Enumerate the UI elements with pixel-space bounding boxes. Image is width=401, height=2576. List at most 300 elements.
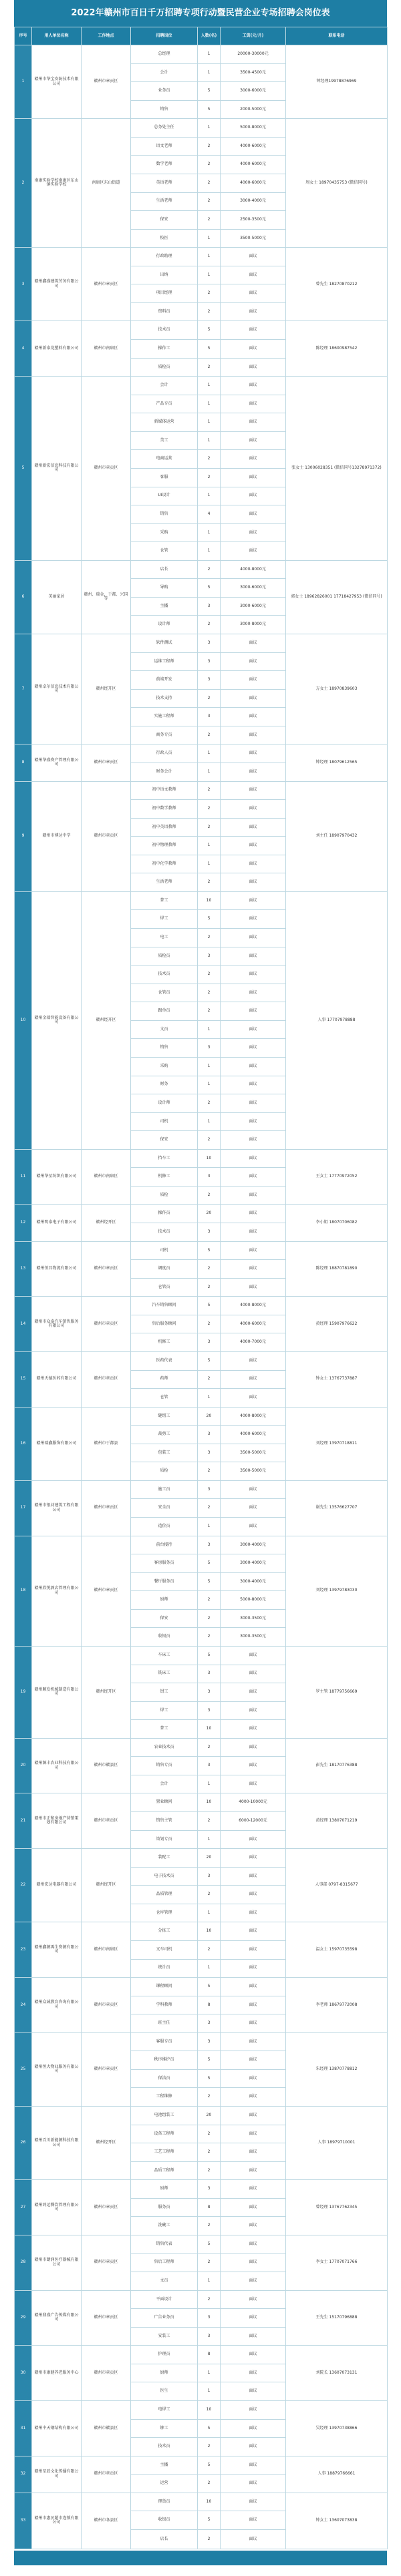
job-title: 技术员 xyxy=(131,1223,198,1242)
work-location: 赣州市章贡区 xyxy=(82,781,131,891)
salary: 面议 xyxy=(221,855,286,873)
job-title: 运维工程师 xyxy=(131,652,198,671)
salary: 3000-4000元 xyxy=(221,192,286,211)
job-title: 电焊工 xyxy=(131,2401,198,2420)
contact-phone: 方女士 18970839603 xyxy=(286,634,388,744)
salary: 面议 xyxy=(221,2217,286,2235)
job-row xyxy=(15,1407,388,1426)
company-number: 15 xyxy=(15,1351,32,1407)
work-location: 赣州市南康区 xyxy=(82,321,131,377)
salary: 面议 xyxy=(221,248,286,266)
job-title: 挡车工 xyxy=(131,1149,198,1168)
headcount: 1 xyxy=(198,2272,221,2291)
job-title: 电工 xyxy=(131,929,198,947)
job-title: 质检 xyxy=(131,1462,198,1481)
job-title: 工艺工程师 xyxy=(131,2143,198,2162)
job-title: 平面设计 xyxy=(131,2290,198,2309)
salary: 面议 xyxy=(221,2346,286,2364)
job-title: 药师 xyxy=(131,1370,198,1389)
salary: 面议 xyxy=(221,1480,286,1499)
job-title: 操作员 xyxy=(131,1205,198,1223)
job-title: 出纳 xyxy=(131,266,198,284)
salary: 4000-8000元 xyxy=(221,1407,286,1426)
company-number: 25 xyxy=(15,2032,32,2106)
salary: 面议 xyxy=(221,2327,286,2346)
headcount: 2 xyxy=(198,284,221,303)
headcount: 1 xyxy=(198,1057,221,1076)
headcount: 5 xyxy=(198,340,221,359)
headcount: 1 xyxy=(198,542,221,561)
headcount: 3 xyxy=(198,634,221,653)
job-title: 店长 xyxy=(131,560,198,579)
headcount: 5 xyxy=(198,1351,221,1370)
company-name: 赣州卓尔信息技术有限公司 xyxy=(32,634,82,744)
job-title: 初中英语教师 xyxy=(131,818,198,837)
job-title: 质检 xyxy=(131,1186,198,1205)
job-title: 护理员 xyxy=(131,2346,198,2364)
salary: 面议 xyxy=(221,634,286,653)
job-row xyxy=(15,1351,388,1370)
job-title: 厨师 xyxy=(131,2180,198,2199)
job-row xyxy=(15,2290,388,2309)
headcount: 3 xyxy=(198,708,221,726)
company-name: 赣州宏达电器有限公司 xyxy=(32,1849,82,1922)
work-location: 赣州市章贡区 xyxy=(82,1351,131,1407)
headcount: 1 xyxy=(198,431,221,450)
salary: 面议 xyxy=(221,2364,286,2382)
headcount: 3 xyxy=(198,597,221,616)
headcount: 1 xyxy=(198,763,221,781)
headcount: 5 xyxy=(198,579,221,598)
job-row xyxy=(15,45,388,64)
headcount: 1 xyxy=(198,248,221,266)
salary: 面议 xyxy=(221,2088,286,2107)
salary: 5000-8000元 xyxy=(221,1591,286,1610)
job-title: 店长 xyxy=(131,2529,198,2549)
headcount: 1 xyxy=(198,45,221,64)
job-row xyxy=(15,1849,388,1868)
work-location: 赣州经开区 xyxy=(82,1646,131,1738)
work-location: 赣州经开区 xyxy=(82,1849,131,1922)
job-title: 品质管理 xyxy=(131,1886,198,1904)
salary: 面议 xyxy=(221,2125,286,2143)
salary: 面议 xyxy=(221,689,286,708)
job-title: 统计员 xyxy=(131,1959,198,1978)
salary: 面议 xyxy=(221,2493,286,2511)
job-title: 司机 xyxy=(131,1241,198,1260)
contact-phone: 李老师 18679772008 xyxy=(286,1978,388,2033)
salary: 4000-10000元 xyxy=(221,1793,286,1812)
job-title: 班主任 xyxy=(131,2014,198,2033)
salary: 4000-6000元 xyxy=(221,1426,286,1444)
company-number: 5 xyxy=(15,377,32,561)
job-title: 医药代表 xyxy=(131,1351,198,1370)
job-title: 生活老师 xyxy=(131,192,198,211)
salary: 面议 xyxy=(221,2107,286,2125)
salary: 面议 xyxy=(221,1057,286,1076)
headcount: 3 xyxy=(198,1867,221,1886)
salary: 面议 xyxy=(221,910,286,929)
salary: 4000-8000元 xyxy=(221,560,286,579)
job-title: 文员 xyxy=(131,1020,198,1039)
headcount: 20 xyxy=(198,1407,221,1426)
salary: 面议 xyxy=(221,284,286,303)
headcount: 2 xyxy=(198,2088,221,2107)
salary: 4000-6000元 xyxy=(221,1315,286,1333)
salary: 面议 xyxy=(221,1978,286,1996)
headcount: 3 xyxy=(198,1701,221,1720)
salary: 面议 xyxy=(221,358,286,377)
contact-phone: 朱经理 13870778812 xyxy=(286,2032,388,2106)
job-title: 前端开发 xyxy=(131,671,198,690)
headcount: 2 xyxy=(198,2290,221,2309)
headcount: 3 xyxy=(198,1757,221,1775)
salary: 面议 xyxy=(221,2272,286,2291)
company-number: 31 xyxy=(15,2401,32,2456)
headcount: 2 xyxy=(198,781,221,800)
company-name: 赣州顺发机械制造有限公司 xyxy=(32,1646,82,1738)
salary: 20000-30000元 xyxy=(221,45,286,64)
salary: 面议 xyxy=(221,542,286,561)
company-number: 32 xyxy=(15,2456,32,2493)
job-title: 文员 xyxy=(131,2272,198,2291)
headcount: 5 xyxy=(198,321,221,340)
job-title: 销售 xyxy=(131,100,198,119)
job-title: 设计师 xyxy=(131,1094,198,1113)
work-location: 赣州市南康区 xyxy=(82,1922,131,1978)
headcount: 20 xyxy=(198,1849,221,1868)
headcount: 5 xyxy=(198,1978,221,1996)
job-title: 铆工 xyxy=(131,2419,198,2438)
salary: 面议 xyxy=(221,947,286,965)
job-row xyxy=(15,321,388,340)
salary: 面议 xyxy=(221,395,286,413)
headcount: 10 xyxy=(198,1922,221,1941)
salary: 面议 xyxy=(221,1149,286,1168)
job-title: 行政人员 xyxy=(131,744,198,763)
headcount: 3 xyxy=(198,947,221,965)
headcount: 1 xyxy=(198,413,221,432)
salary: 面议 xyxy=(221,1720,286,1739)
work-location: 赣州市章贡区 xyxy=(82,1793,131,1849)
job-title: 普工 xyxy=(131,1720,198,1739)
company-number: 9 xyxy=(15,781,32,891)
work-location: 赣州市赣县区 xyxy=(82,2401,131,2456)
salary: 面议 xyxy=(221,1849,286,1868)
salary: 3500-5000元 xyxy=(221,1444,286,1462)
headcount: 3 xyxy=(198,652,221,671)
headcount: 5 xyxy=(198,910,221,929)
job-title: 车床工 xyxy=(131,1646,198,1665)
company-name: 赣州恒大物业服务有限公司 xyxy=(32,2032,82,2106)
contact-phone: 曾先生 18270870212 xyxy=(286,248,388,321)
company-number: 18 xyxy=(15,1536,32,1646)
contact-phone: 陈经理 18600987542 xyxy=(286,321,388,377)
headcount: 8 xyxy=(198,2198,221,2217)
job-title: 资料员 xyxy=(131,302,198,321)
salary: 面议 xyxy=(221,2069,286,2088)
company-number: 14 xyxy=(15,1297,32,1352)
headcount: 1 xyxy=(198,377,221,395)
job-title: 数学老师 xyxy=(131,156,198,174)
company-number: 33 xyxy=(15,2493,32,2549)
company-name: 赣州市朗润医疗器械有限公司 xyxy=(32,2235,82,2290)
job-title: 保安 xyxy=(131,1609,198,1628)
salary: 4000-6000元 xyxy=(221,137,286,156)
company-name: 赣州新宏信息科技有限公司 xyxy=(32,377,82,561)
contact-phone: 人事 18979710001 xyxy=(286,2107,388,2180)
salary: 面议 xyxy=(221,1775,286,1793)
salary: 4000-6000元 xyxy=(221,174,286,192)
job-title: 司机 xyxy=(131,1112,198,1131)
headcount: 3 xyxy=(198,1480,221,1499)
job-row xyxy=(15,2235,388,2253)
job-row xyxy=(15,2401,388,2420)
company-name: 赣州市众泰汽车销售服务有限公司 xyxy=(32,1297,82,1352)
salary: 面议 xyxy=(221,2143,286,2162)
headcount: 2 xyxy=(198,1462,221,1481)
job-title: 工程维修 xyxy=(131,2088,198,2107)
headcount: 5 xyxy=(198,2069,221,2088)
job-title: 前台接待 xyxy=(131,1536,198,1554)
headcount: 1 xyxy=(198,229,221,248)
headcount: 2 xyxy=(198,211,221,230)
salary: 面议 xyxy=(221,2161,286,2180)
salary: 面议 xyxy=(221,1665,286,1683)
headcount: 5 xyxy=(198,1554,221,1573)
salary: 面议 xyxy=(221,1518,286,1536)
job-title: 技术支持 xyxy=(131,689,198,708)
salary: 面议 xyxy=(221,1241,286,1260)
headcount: 2 xyxy=(198,2475,221,2493)
company-number: 13 xyxy=(15,1241,32,1297)
headcount: 8 xyxy=(198,1996,221,2014)
headcount: 2 xyxy=(198,2529,221,2549)
job-title: 厨师 xyxy=(131,1591,198,1610)
company-name: 赣州星辰文化传播有限公司 xyxy=(32,2456,82,2493)
job-title: 总经理 xyxy=(131,45,198,64)
salary: 面议 xyxy=(221,1646,286,1665)
headcount: 2 xyxy=(198,965,221,984)
job-title: 调度员 xyxy=(131,1260,198,1279)
column-header: 人数(名) xyxy=(198,27,221,45)
salary: 6000-12000元 xyxy=(221,1812,286,1831)
salary: 面议 xyxy=(221,505,286,524)
contact-phone: 黄经理 13807071219 xyxy=(286,1793,388,1849)
headcount: 3 xyxy=(198,671,221,690)
company-number: 28 xyxy=(15,2235,32,2290)
headcount: 2 xyxy=(198,450,221,469)
headcount: 1 xyxy=(198,63,221,82)
headcount: 2 xyxy=(198,174,221,192)
contact-phone: 钟女士 13607073838 xyxy=(286,2493,388,2549)
salary: 面议 xyxy=(221,413,286,432)
job-title: 质检员 xyxy=(131,947,198,965)
headcount: 5 xyxy=(198,1297,221,1315)
job-row xyxy=(15,2180,388,2199)
job-title: 机修工 xyxy=(131,1168,198,1187)
headcount: 3 xyxy=(198,2032,221,2051)
work-location: 赣州市章贡区 xyxy=(82,1297,131,1352)
footer-bar xyxy=(14,2551,387,2565)
headcount: 10 xyxy=(198,2493,221,2511)
job-table-container xyxy=(14,27,387,2549)
headcount: 2 xyxy=(198,1278,221,1297)
contact-phone: 陈经理 18870781890 xyxy=(286,1241,388,1297)
job-row xyxy=(15,119,388,138)
headcount: 1 xyxy=(198,266,221,284)
contact-phone: 人事 17707978888 xyxy=(286,891,388,1149)
salary: 3000-4000元 xyxy=(221,1536,286,1554)
column-header: 用人单位名称 xyxy=(32,27,82,45)
work-location: 赣州市南康区 xyxy=(82,1149,131,1205)
salary: 面议 xyxy=(221,1094,286,1113)
job-title: 会计 xyxy=(131,377,198,395)
job-title: 仓管 xyxy=(131,1389,198,1408)
headcount: 1 xyxy=(198,855,221,873)
company-name: 赣州中天钢结构有限公司 xyxy=(32,2401,82,2456)
salary: 3000-6000元 xyxy=(221,597,286,616)
work-location: 赣州市章贡区 xyxy=(82,2346,131,2401)
headcount: 2 xyxy=(198,1591,221,1610)
job-title: 初中数学教师 xyxy=(131,800,198,819)
headcount: 10 xyxy=(198,2401,221,2420)
company-number: 26 xyxy=(15,2107,32,2180)
salary: 面议 xyxy=(221,2290,286,2309)
headcount: 1 xyxy=(198,1904,221,1922)
headcount: 1 xyxy=(198,487,221,505)
salary: 面议 xyxy=(221,1002,286,1021)
work-location: 赣州市章贡区 xyxy=(82,1978,131,2033)
company-name: 赣州市正和房地产营销策划有限公司 xyxy=(32,1793,82,1849)
headcount: 4 xyxy=(198,505,221,524)
contact-phone: 钟女士 13767737887 xyxy=(286,1351,388,1407)
company-name: 赣州华盛资产管理有限公司 xyxy=(32,744,82,781)
salary: 面议 xyxy=(221,1260,286,1279)
contact-phone: 温女士 15970735598 xyxy=(286,1922,388,1978)
job-title: 销售代表 xyxy=(131,2235,198,2253)
salary: 面议 xyxy=(221,929,286,947)
salary: 面议 xyxy=(221,1205,286,1223)
salary: 面议 xyxy=(221,1738,286,1757)
job-title: 秩序维护员 xyxy=(131,2051,198,2070)
headcount: 3 xyxy=(198,1426,221,1444)
salary: 面议 xyxy=(221,2511,286,2530)
company-number: 24 xyxy=(15,1978,32,2033)
job-title: 品质工程师 xyxy=(131,2161,198,2180)
work-location: 赣州经开区 xyxy=(82,891,131,1149)
company-name: 赣州金瑞智能设备有限公司 xyxy=(32,891,82,1149)
headcount: 2 xyxy=(198,468,221,487)
headcount: 20 xyxy=(198,1205,221,1223)
headcount: 2 xyxy=(198,2217,221,2235)
salary: 面议 xyxy=(221,1940,286,1959)
document-title: 2022年赣州市百日千万招聘专项行动暨民营企业专场招聘会岗位表 xyxy=(14,0,387,27)
company-name: 赣州鑫源再生资源有限公司 xyxy=(32,1922,82,1978)
headcount: 5 xyxy=(198,100,221,119)
company-number: 7 xyxy=(15,634,32,744)
contact-phone: 罗主管 18779756669 xyxy=(286,1646,388,1738)
contact-phone: 刘主任 18907970432 xyxy=(286,781,388,891)
company-number: 1 xyxy=(15,45,32,119)
job-title: 包装工 xyxy=(131,1444,198,1462)
headcount: 2 xyxy=(198,689,221,708)
work-location: 赣州市章贡区 xyxy=(82,377,131,561)
headcount: 2 xyxy=(198,984,221,1002)
column-header: 工作地点 xyxy=(82,27,131,45)
headcount: 1 xyxy=(198,1112,221,1131)
job-title: 客服 xyxy=(131,468,198,487)
job-title: 装配工 xyxy=(131,1849,198,1868)
job-title: 产品专员 xyxy=(131,395,198,413)
headcount: 2 xyxy=(198,1886,221,1904)
headcount: 3 xyxy=(198,2327,221,2346)
headcount: 2 xyxy=(198,302,221,321)
job-title: 服务员 xyxy=(131,2198,198,2217)
salary: 面议 xyxy=(221,781,286,800)
salary: 面议 xyxy=(221,302,286,321)
contact-phone: 钟经理19978876969 xyxy=(286,45,388,119)
column-header: 联系电话 xyxy=(286,27,388,45)
column-header: 序号 xyxy=(15,27,32,45)
job-title: 软件测试 xyxy=(131,634,198,653)
company-name: 赣州市惠民超市连锁有限公司 xyxy=(32,2493,82,2549)
job-row xyxy=(15,2107,388,2125)
headcount: 2 xyxy=(198,1628,221,1647)
headcount: 2 xyxy=(198,873,221,892)
company-name: 赣州百川新能源科技有限公司 xyxy=(32,2107,82,2180)
headcount: 2 xyxy=(198,818,221,837)
salary: 面议 xyxy=(221,2180,286,2199)
headcount: 8 xyxy=(198,2346,221,2364)
contact-phone: 王先生 15170796888 xyxy=(286,2290,388,2346)
headcount: 5 xyxy=(198,1646,221,1665)
job-title: 初中语文教师 xyxy=(131,781,198,800)
job-row xyxy=(15,2456,388,2475)
salary: 面议 xyxy=(221,1370,286,1389)
job-title: 主播 xyxy=(131,2456,198,2475)
salary: 2000-5000元 xyxy=(221,100,286,119)
job-title: 仓管 xyxy=(131,542,198,561)
salary: 面议 xyxy=(221,1039,286,1058)
job-title: 会计 xyxy=(131,63,198,82)
job-title: 电商运营 xyxy=(131,450,198,469)
headcount: 5 xyxy=(198,82,221,101)
salary: 面议 xyxy=(221,2032,286,2051)
contact-phone: 人事 18879766661 xyxy=(286,2456,388,2493)
salary: 面议 xyxy=(221,1757,286,1775)
job-row xyxy=(15,1205,388,1223)
salary: 面议 xyxy=(221,1186,286,1205)
contact-phone: 李女士 17707071766 xyxy=(286,2235,388,2290)
headcount: 2 xyxy=(198,2438,221,2456)
salary: 面议 xyxy=(221,800,286,819)
salary: 面议 xyxy=(221,984,286,1002)
salary: 4000-8000元 xyxy=(221,1297,286,1315)
company-number: 23 xyxy=(15,1922,32,1978)
job-title: 商务专员 xyxy=(131,726,198,744)
job-row xyxy=(15,1738,388,1757)
salary: 3000-3500元 xyxy=(221,1609,286,1628)
job-title: 设备工程师 xyxy=(131,2125,198,2143)
salary: 面议 xyxy=(221,2014,286,2033)
salary: 面议 xyxy=(221,1131,286,1150)
contact-phone: 刘院长 13607073131 xyxy=(286,2346,388,2401)
headcount: 3 xyxy=(198,1536,221,1554)
job-title: 普工 xyxy=(131,891,198,910)
salary: 面议 xyxy=(221,321,286,340)
headcount: 1 xyxy=(198,1518,221,1536)
